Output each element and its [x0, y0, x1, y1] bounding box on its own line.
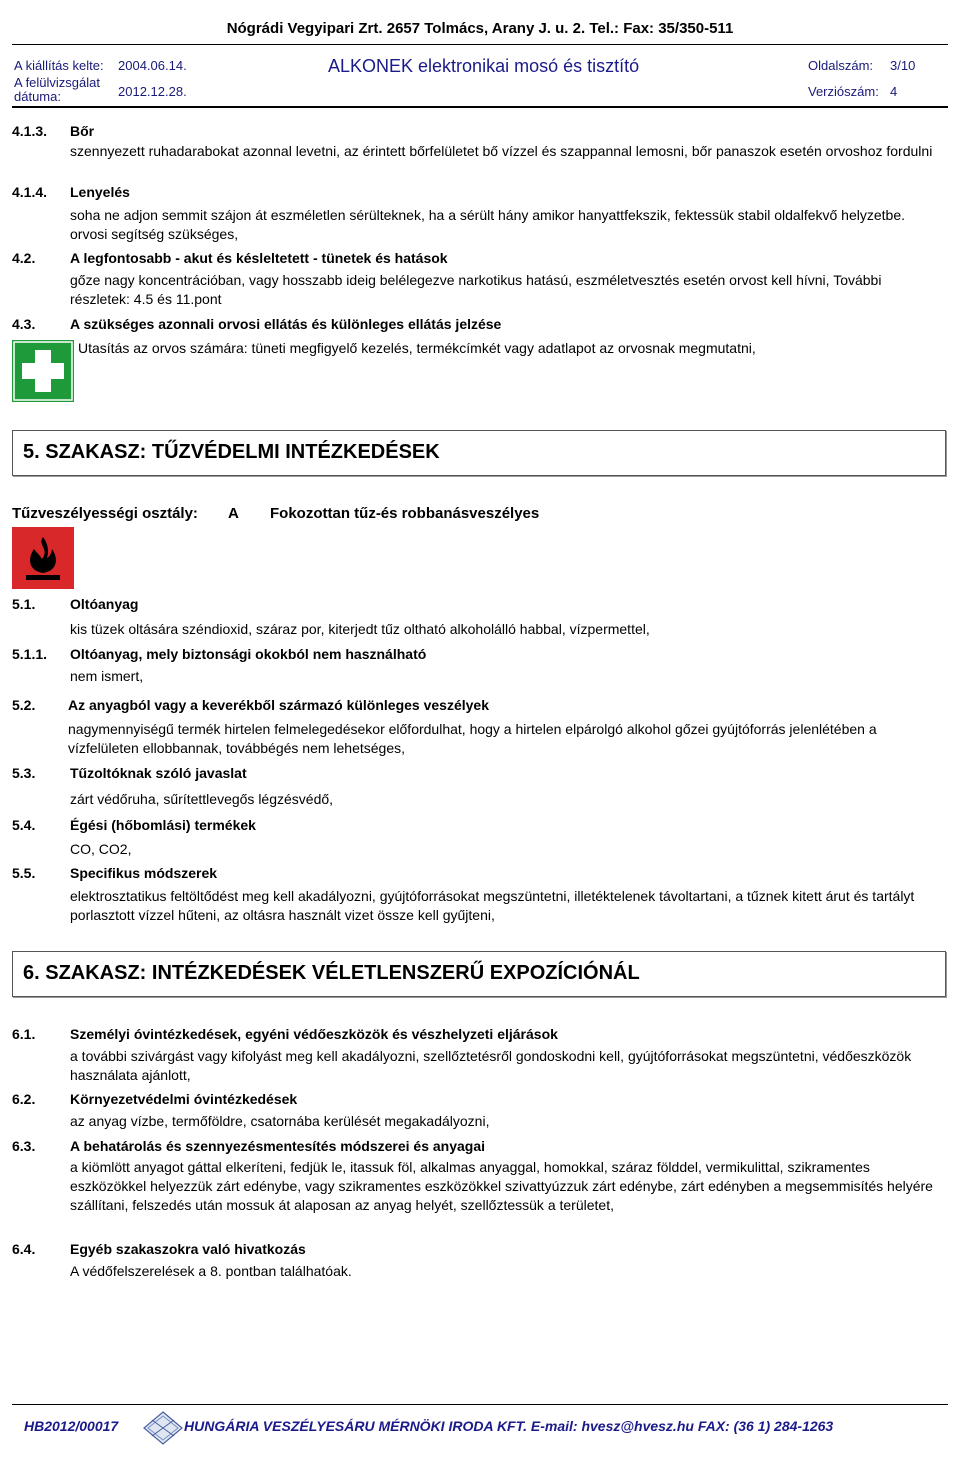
section-number: 6.4.: [12, 1241, 36, 1257]
section-title: Oltóanyag: [70, 596, 139, 612]
section-title: Egyéb szakaszokra való hivatkozás: [70, 1241, 306, 1257]
review-date-label-line2: dátuma:: [14, 89, 61, 104]
footer-divider: [12, 1404, 948, 1405]
header-bottom-divider: [12, 106, 948, 108]
review-date-value: 2012.12.28.: [118, 84, 187, 99]
section-title: Az anyagból vagy a keverékből származó különleges veszélyek: [68, 697, 489, 713]
section-text: elektrosztatikus feltöltődést meg kell akadályozni, gyújtóforrásokat megszüntetni, illetéktelenek távoltartani, a tűznek kitett árut és tartályt porlasztott vízzel hűteni, az oltásra használt vizet össze kell gyűjteni,: [70, 888, 915, 923]
section-number: 4.2.: [12, 250, 36, 266]
section-title: Lenyelés: [70, 184, 130, 200]
section-number: 5.4.: [12, 817, 36, 833]
section-text: az anyag vízbe, termőföldre, csatornába kerülését megakadályozni,: [70, 1113, 490, 1129]
fire-class-description: Fokozottan tűz-és robbanásveszélyes: [270, 505, 540, 522]
section-title: Égési (hőbomlási) termékek: [70, 817, 256, 833]
footer-document-code: HB2012/00017: [24, 1418, 119, 1434]
review-date-label-line1: A felülvizsgálat: [14, 75, 100, 90]
section-6-heading: 6. SZAKASZ: INTÉZKEDÉSEK VÉLETLENSZERŰ EXPOZÍCIÓNÁL: [23, 962, 640, 984]
header-divider: [12, 44, 948, 45]
section-text: Utasítás az orvos számára: tüneti megfigyelő kezelés, termékcímkét vagy adatlapot az orvosnak megmutatni,: [78, 340, 756, 356]
footer-company-info: HUNGÁRIA VESZÉLYESÁRU MÉRNÖKI IRODA KFT. E-mail: hvesz@hvesz.hu FAX: (36 1) 284-1263: [184, 1418, 834, 1434]
section-text: nem ismert,: [70, 668, 144, 684]
company-logo-icon: [140, 1410, 186, 1446]
first-aid-cross-icon: [12, 340, 74, 402]
section-number: 5.3.: [12, 765, 36, 781]
section-text: kis tüzek oltására széndioxid, száraz por, kiterjedt tűz oltható alkoholálló habbal, vízpermettel,: [70, 621, 650, 637]
section-text: a kiömlött anyagot gáttal elkeríteni, fedjük le, itassuk föl, alkalmas anyaggal, homokkal, száraz földdel, vermikulittal, szikramentes eszközökkel helyezzük zárt edénybe, vagy szikramentes eszközökkel szivattyúzzuk zárt edénybe, zárt edényben a megsemmisítés helyére szállítani, felszedés után mossuk át alaposan az anyag helyét, szellőztessük a területet,: [70, 1159, 933, 1213]
section-text: nagymennyiségű termék hirtelen felmelegedésekor előfordulhat, hogy a hirtelen elpárolgó alkohol gőzei gyújtóforrás jelenlétében a vízfelületen ellobbannak, továbbégés nem lehetséges,: [68, 721, 877, 756]
section-text: a további szivárgást vagy kifolyást meg kell akadályozni, szellőztetésről gondoskodni kell, gyújtóforrásokat megszüntetni, védőeszközök használata ajánlott,: [70, 1048, 912, 1083]
section-5-heading-box: [12, 430, 946, 476]
section-number: 4.3.: [12, 316, 36, 332]
section-number: 5.1.: [12, 596, 36, 612]
issue-date-value: 2004.06.14.: [118, 58, 187, 73]
flammable-hazard-icon: [12, 527, 74, 589]
section-number: 5.1.1.: [12, 646, 48, 662]
section-title: Tűzoltóknak szóló javaslat: [70, 765, 247, 781]
section-title: Specifikus módszerek: [70, 865, 218, 881]
section-title: Környezetvédelmi óvintézkedések: [70, 1091, 298, 1107]
section-text: szennyezett ruhadarabokat azonnal levetni, az érintett bőrfelületet bő vízzel és szappannal lemosni, bőr panaszok esetén orvoshoz fordulni: [70, 143, 933, 159]
section-number: 5.5.: [12, 865, 36, 881]
section-number: 6.2.: [12, 1091, 36, 1107]
page-number-label: Oldalszám:: [808, 58, 874, 73]
section-5-heading: 5. SZAKASZ: TŰZVÉDELMI INTÉZKEDÉSEK: [23, 441, 440, 463]
section-text: soha ne adjon semmit szájon át eszméletlen sérülteknek, ha a sérült hány amikor hanyattfekszik, fektessük stabil oldalfekvő helyzetbe. orvosi segítség szükséges,: [70, 207, 905, 242]
fire-class-label: Tűzveszélyességi osztály:: [12, 505, 198, 522]
review-date-label: [14, 76, 100, 104]
section-6-heading-box: [12, 951, 946, 997]
section-number: 6.1.: [12, 1026, 36, 1042]
footer: [12, 1408, 948, 1446]
section-text: zárt védőruha, sűrítettlevegős légzésvédő,: [70, 791, 334, 807]
section-title: A szükséges azonnali orvosi ellátás és különleges ellátás jelzése: [70, 316, 502, 332]
section-number: 6.3.: [12, 1138, 36, 1154]
version-value: 4: [890, 84, 898, 99]
issue-date-label: A kiállítás kelte:: [14, 58, 104, 73]
section-title: Oltóanyag, mely biztonsági okokból nem használható: [70, 646, 427, 662]
page-number-value: 3/10: [890, 58, 916, 73]
section-title: Bőr: [70, 123, 95, 139]
section-text: A védőfelszerelések a 8. pontban találhatóak.: [70, 1263, 352, 1279]
section-title: A legfontosabb - akut és késleltetett - tünetek és hatások: [70, 250, 448, 266]
version-label: Verziószám:: [808, 84, 879, 99]
section-text: gőze nagy koncentrációban, vagy hosszabb ideig belélegezve narkotikus hatású, eszméletvesztés esetén orvost kell hívni, További részletek: 4.5 és 11.pont: [70, 272, 882, 307]
section-number: 4.1.4.: [12, 184, 48, 200]
section-title: A behatárolás és szennyezésmentesítés módszerei és anyagai: [70, 1138, 486, 1154]
fire-class-value: A: [228, 505, 239, 522]
section-title: Személyi óvintézkedések, egyéni védőeszközök és vészhelyzeti eljárások: [70, 1026, 558, 1042]
section-number: 4.1.3.: [12, 123, 48, 139]
product-name: ALKONEK elektronikai mosó és tisztító: [328, 56, 640, 76]
company-header: Nógrádi Vegyipari Zrt. 2657 Tolmács, Arany J. u. 2. Tel.: Fax: 35/350-511: [226, 20, 734, 37]
section-text: CO, CO2,: [70, 841, 132, 857]
section-number: 5.2.: [12, 697, 36, 713]
